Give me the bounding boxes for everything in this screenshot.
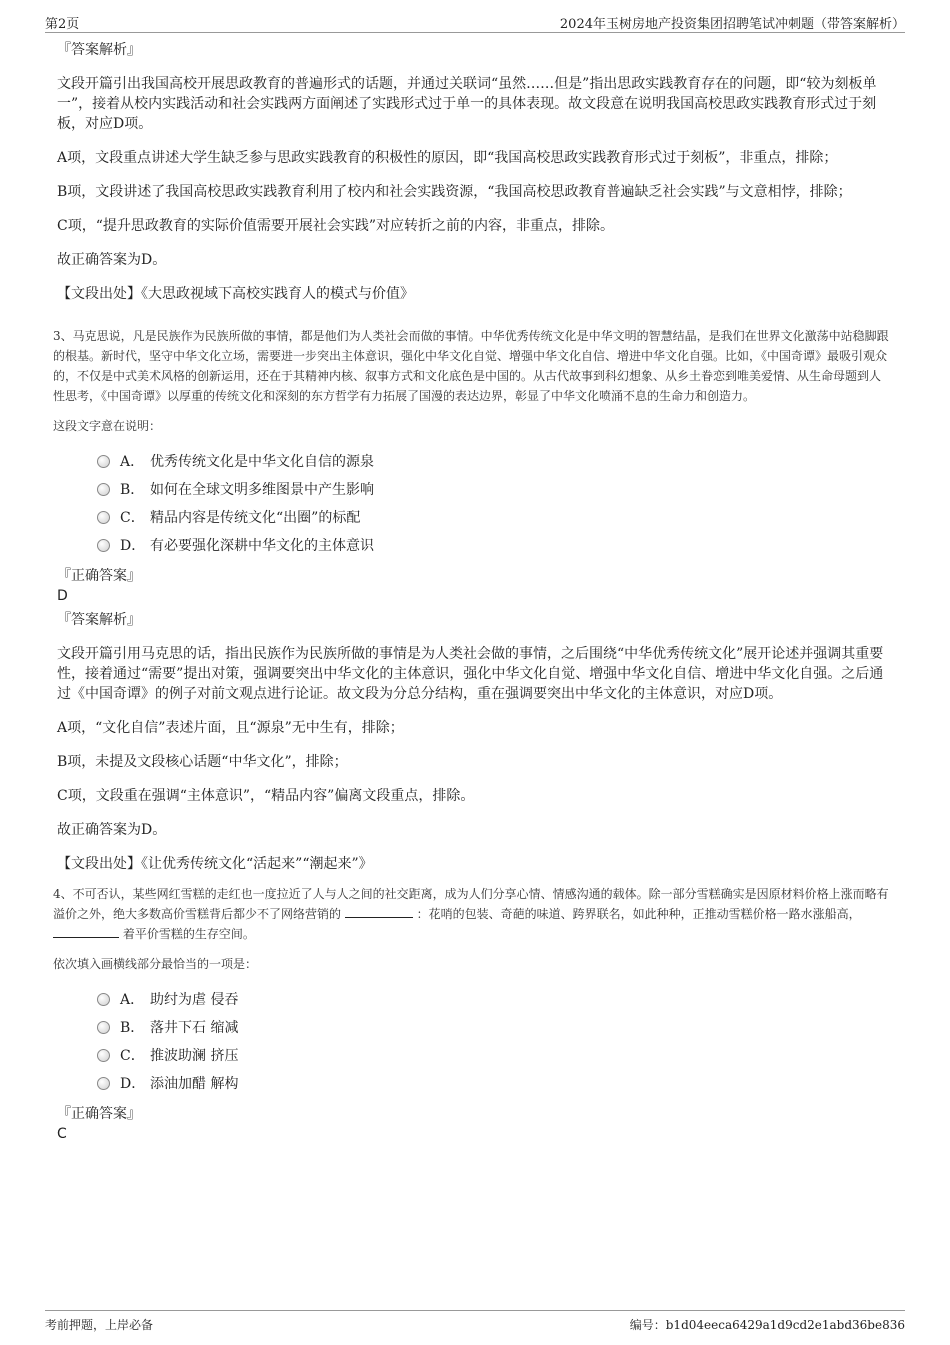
radio-icon[interactable] [97,483,110,496]
option-d[interactable]: D． 添油加醋 解构 [97,1070,892,1098]
analysis-label: 『答案解析』 [57,42,141,58]
question-3-stem: 3、马克思说，凡是民族作为民族所做的事情，都是他们为人类社会而做的事情。中华优秀传统文化是中华文明的智慧结晶，是我们在世界文化激荡中站稳脚跟的根基。新时代，坚守中华文化立场，需要进一步突出主体意识，强化中华文化自觉、增强中华文化自信、增进中华文化自强。比如，《中国奇谭》最吸引观众的，不仅是中式美术风格的创新运用，还在于其精神内核、叙事方式和文化底色是中国的。从古代故事到科幻想象、从乡土眷恋到唯美爱情、从生命母题到人性思考，《中国奇谭》以厚重的传统文化和深刻的东方哲学有力拓展了国漫的表达边界，彰显了中华文化喷涌不息的生命力和创造力。 [53,329,889,403]
radio-icon[interactable] [97,993,110,1006]
radio-icon[interactable] [97,1021,110,1034]
option-d[interactable]: D． 有必要强化深耕中华文化的主体意识 [97,532,892,560]
correct-answer: C [57,1126,67,1142]
analysis-option-c: C项，“提升思政教育的实际价值需要开展社会实践”对应转折之前的内容，非重点，排除。 [57,218,615,234]
radio-icon[interactable] [97,1049,110,1062]
option-c[interactable]: C． 推波助澜 挤压 [97,1042,892,1070]
analysis-option-a: A项，文段重点讲述大学生缺乏参与思政实践教育的积极性的原因，即“我国高校思政实践教育形式过于刻板”，非重点，排除； [57,150,838,166]
analysis-label: 『答案解析』 [57,612,141,628]
question-4-prompt: 依次填入画横线部分最恰当的一项是： [53,957,258,971]
analysis-conclusion: 故正确答案为D。 [57,252,167,268]
analysis-text: 文段开篇引出我国高校开展思政教育的普遍形式的话题，并通过关联词“虽然……但是”指出思政实践教育存在的问题，即“较为刻板单一”，接着从校内实践活动和社会实践两方面阐述了实践形式过于单一的具体表现。故文段意在说明我国高校思政实践教育形式过于刻板，对应D项。 [57,76,877,132]
correct-answer-label: 『正确答案』 [57,1106,141,1122]
radio-icon[interactable] [97,511,110,524]
page-header [45,10,905,33]
question-3-options [57,448,892,560]
radio-icon[interactable] [97,455,110,468]
question-3-prompt: 这段文字意在说明： [53,419,162,433]
question-4-stem: 4、不可否认，某些网红雪糕的走红也一度拉近了人与人之间的社交距离，成为人们分享心情、情感沟通的载体。除一部分雪糕确实是因原材料价格上涨而略有溢价之外，绝大多数高价雪糕背后都少不了网络营销的 ：花哨的包装、奇葩的味道、跨界联名，如此种种，正推动雪糕价格一路水涨船高， 着平价雪糕的生存空间。 [53,887,889,941]
radio-icon[interactable] [97,1077,110,1090]
option-a[interactable]: A． 优秀传统文化是中华文化自信的源泉 [97,448,892,476]
option-a[interactable]: A． 助纣为虐 侵吞 [97,986,892,1014]
analysis-option-c: C项，文段重在强调“主体意识”，“精品内容”偏离文段重点，排除。 [57,788,475,804]
fill-blank-2 [53,925,119,938]
analysis-option-b: B项，未提及文段核心话题“中华文化”，排除； [57,754,348,770]
document-body [53,40,892,1148]
option-b[interactable]: B． 如何在全球文明多维图景中产生影响 [97,476,892,504]
option-b[interactable]: B． 落井下石 缩减 [97,1014,892,1042]
radio-icon[interactable] [97,539,110,552]
document-serial: 编号：b1d04eeca6429a1d9cd2e1abd36be836 [629,1318,905,1332]
document-title: 2024年玉树房地产投资集团招聘笔试冲刺题（带答案解析） [559,17,905,32]
analysis-conclusion: 故正确答案为D。 [57,822,167,838]
passage-source: 【文段出处】《让优秀传统文化“活起来”“潮起来”》 [57,856,373,872]
correct-answer-label: 『正确答案』 [57,568,141,584]
fill-blank-1 [345,905,413,918]
correct-answer: D [57,588,68,604]
page-number: 第2页 [45,17,80,32]
option-c[interactable]: C． 精品内容是传统文化“出圈”的标配 [97,504,892,532]
page-footer [45,1310,905,1335]
footer-slogan: 考前押题，上岸必备 [45,1318,154,1332]
analysis-text: 文段开篇引用马克思的话，指出民族作为民族所做的事情是为人类社会做的事情，之后围绕“中华优秀传统文化”展开论述并强调其重要性，接着通过“需要”提出对策，强调要突出中华文化的主体意识，强化中华文化自觉、增强中华文化自信、增进中华文化自强。之后通过《中国奇谭》的例子对前文观点进行论证。故文段为分总分结构，重在强调要突出中华文化的主体意识，对应D项。 [57,646,884,702]
passage-source: 【文段出处】《大思政视域下高校实践育人的模式与价值》 [57,286,414,302]
analysis-option-b: B项，文段讲述了我国高校思政实践教育利用了校内和社会实践资源，“我国高校思政教育普遍缺乏社会实践”与文意相悖，排除； [57,184,852,200]
question-4-options [57,986,892,1098]
analysis-option-a: A项，“文化自信”表述片面，且“源泉”无中生有，排除； [57,720,404,736]
